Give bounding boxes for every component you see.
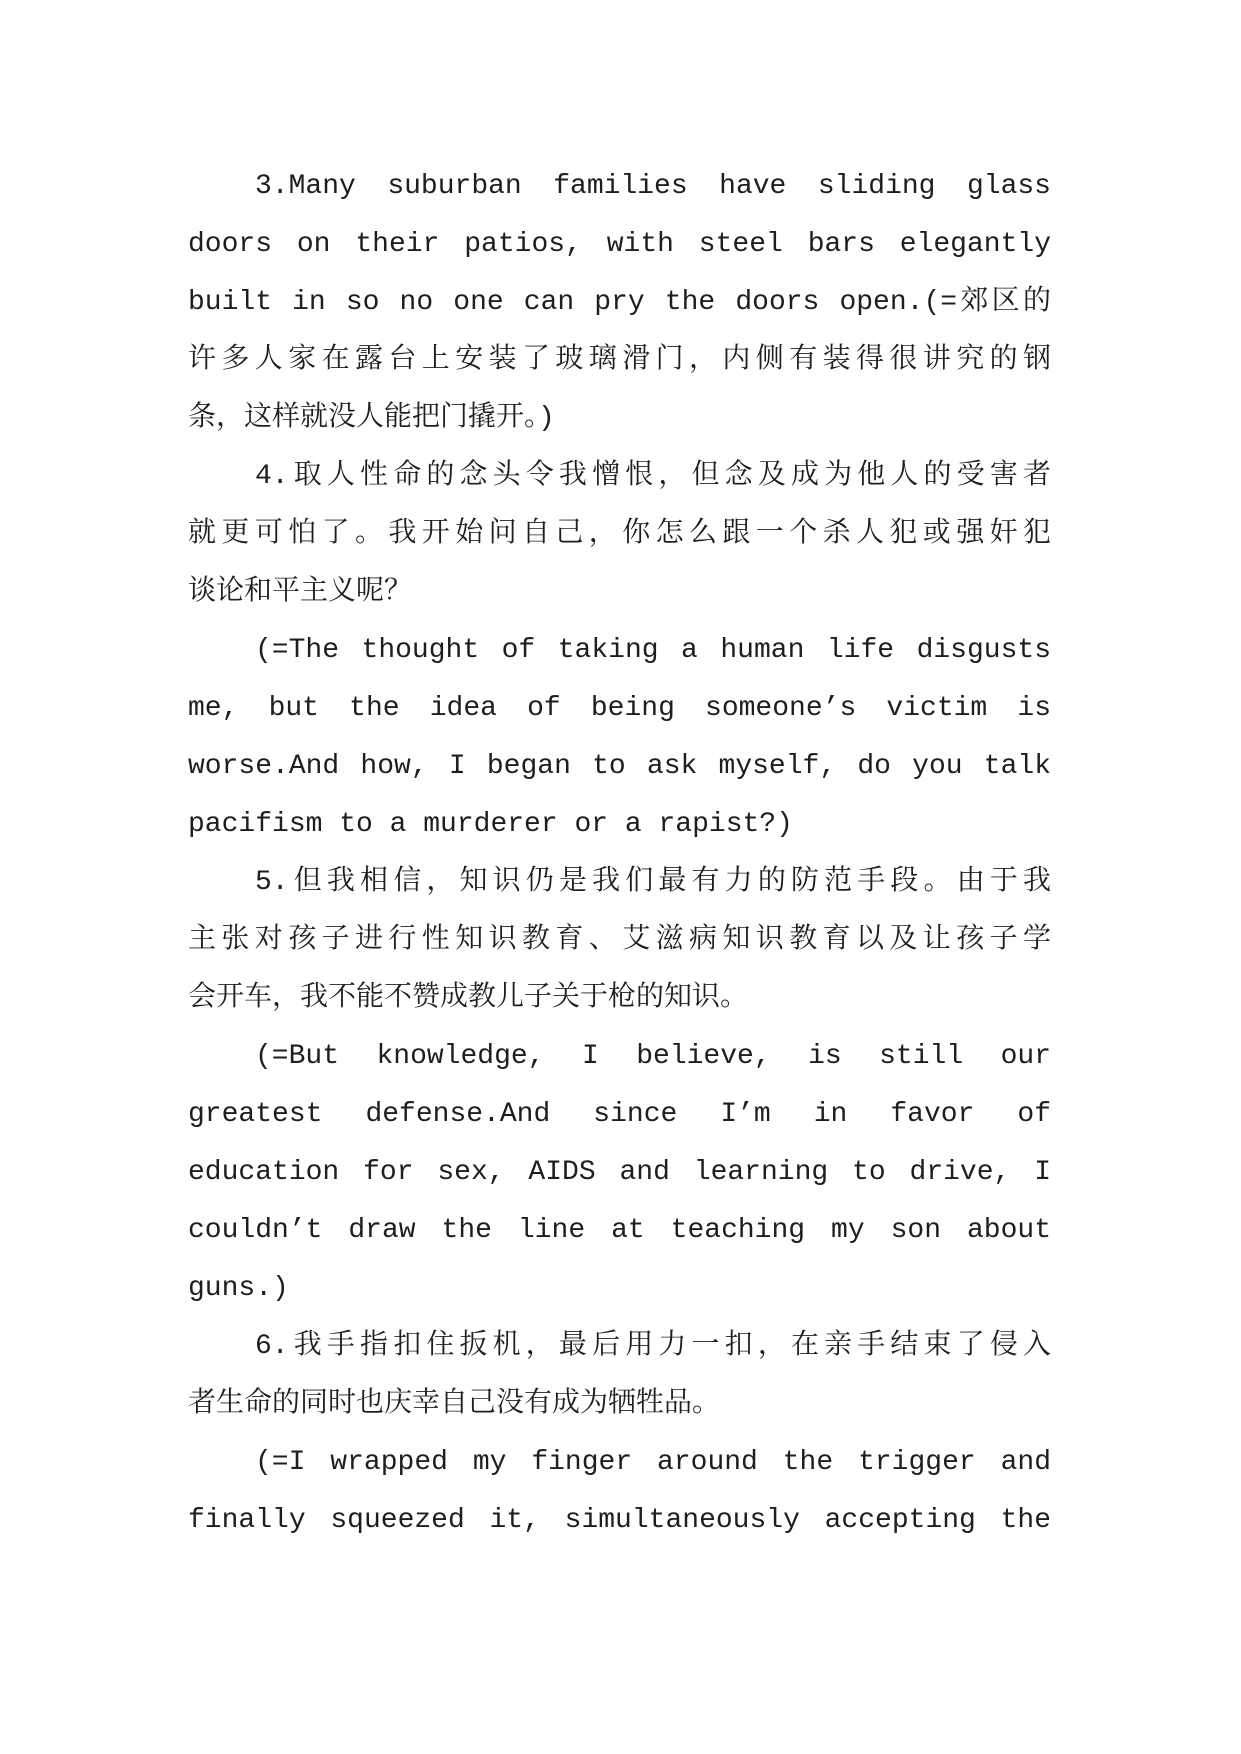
text-line: (=But knowledge, I believe, is still our	[255, 1041, 1051, 1072]
paragraph	[188, 1318, 1051, 1434]
text-line: 4.取人性命的念头令我憎恨，但念及成为他人的受害者	[255, 461, 1051, 492]
paragraph	[188, 1434, 1051, 1550]
text-line: 3.Many suburban families have sliding glass	[255, 171, 1051, 202]
text-line: greatest defense.And since I’m in favor of	[188, 1099, 1051, 1130]
text-line: 条，这样就没人能把门撬开。)	[188, 403, 555, 434]
text-line: 6.我手指扣住扳机，最后用力一扣，在亲手结束了侵入	[255, 1331, 1051, 1362]
text-line: doors on their patios, with steel bars elegantly	[188, 229, 1051, 260]
text-line: (=I wrapped my finger around the trigger and	[255, 1447, 1051, 1478]
text-line: couldn’t draw the line at teaching my son about	[188, 1215, 1051, 1246]
text-line: finally squeezed it, simultaneously accepting the	[188, 1505, 1051, 1536]
paragraph	[188, 448, 1051, 622]
text-line: 主张对孩子进行性知识教育、艾滋病知识教育以及让孩子学	[188, 925, 1051, 956]
text-line: education for sex, AIDS and learning to drive, I	[188, 1157, 1051, 1188]
text-line: 会开车，我不能不赞成教儿子关于枪的知识。	[188, 983, 749, 1014]
text-line: 者生命的同时也庆幸自己没有成为牺牲品。	[188, 1389, 721, 1420]
document-body	[188, 158, 1051, 1550]
text-line: 5.但我相信，知识仍是我们最有力的防范手段。由于我	[255, 867, 1051, 898]
text-line: 就更可怕了。我开始问自己，你怎么跟一个杀人犯或强奸犯	[188, 519, 1051, 550]
text-line: 许多人家在露台上安装了玻璃滑门，内侧有装得很讲究的钢	[188, 345, 1051, 376]
text-line: 谈论和平主义呢？	[188, 577, 413, 608]
paragraph	[188, 158, 1051, 448]
paragraph	[188, 1028, 1051, 1318]
paragraph	[188, 854, 1051, 1028]
text-line: me, but the idea of being someone’s victim is	[188, 693, 1051, 724]
text-line: built in so no one can pry the doors open.(=郊区的	[188, 287, 1051, 318]
text-line: guns.)	[188, 1273, 289, 1304]
text-line: pacifism to a murderer or a rapist?)	[188, 809, 793, 840]
paragraph	[188, 622, 1051, 854]
text-line: worse.And how, I began to ask myself, do you talk	[188, 751, 1051, 782]
text-line: (=The thought of taking a human life disgusts	[255, 635, 1051, 666]
